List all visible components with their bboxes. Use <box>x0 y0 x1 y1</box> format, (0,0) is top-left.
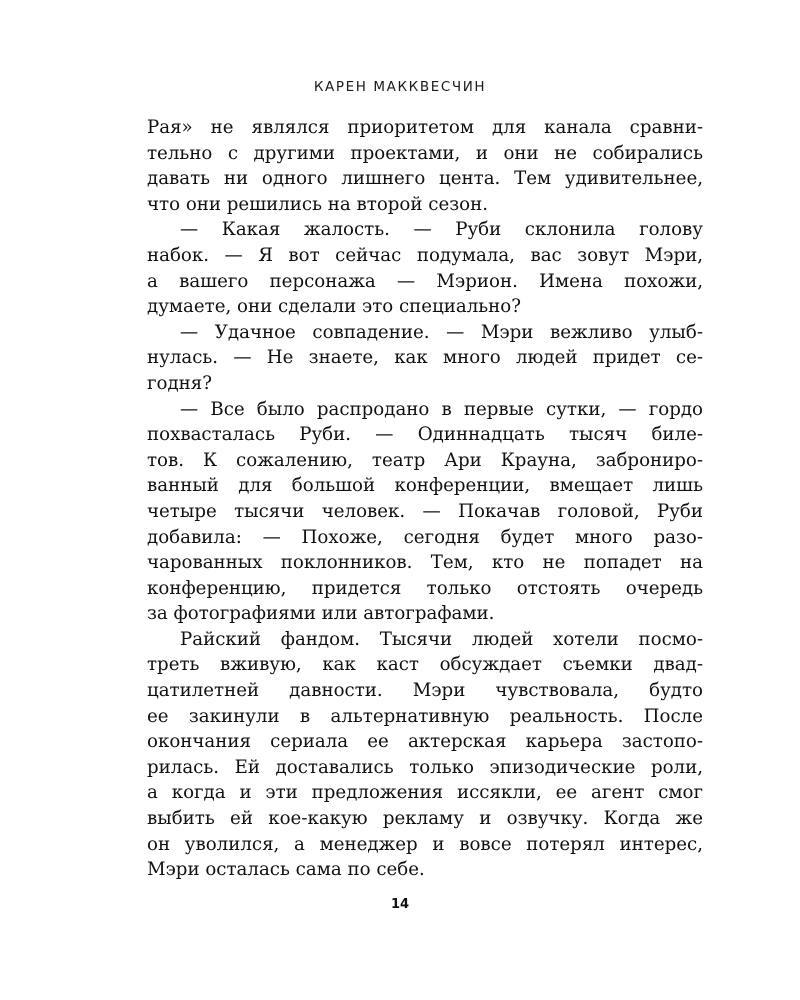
text-line: набок. — Я вот сейчас подумала, вас зовут Мэри, <box>147 244 703 266</box>
text-line: треть вживую, как каст обсуждает съемки двад- <box>147 654 703 676</box>
text-line: добавила: — Похоже, сегодня будет много разо- <box>147 526 703 548</box>
text-line: давать ни одного лишнего цента. Тем удивительнее, <box>147 168 703 190</box>
text-line: ее закинули в альтернативную реальность. После <box>147 705 703 727</box>
text-line: Рая» не являлся приоритетом для канала сравни- <box>147 117 703 138</box>
text-line: четыре тысячи человек. — Покачав головой, Руби <box>147 500 703 522</box>
text-line: рилась. Ей доставались только эпизодические роли, <box>147 756 703 778</box>
text-line: что они решились на второй сезон. <box>147 193 488 215</box>
running-header: КАРЕН МАККВЕСЧИН <box>313 79 487 95</box>
text-line: за фотографиями или автографами. <box>147 603 495 625</box>
text-line: он уволился, а менеджер и вовсе потерял интерес, <box>147 833 703 855</box>
text-line: конференцию, придется только отстоять очередь <box>147 577 703 599</box>
text-line: похвасталась Руби. — Одиннадцать тысяч биле- <box>147 424 703 446</box>
text-line: а вашего персонажа — Мэрион. Имена похожи, <box>147 270 703 292</box>
text-line: Райский фандом. Тысячи людей хотели посмо- <box>180 628 703 650</box>
text-line: выбить ей кое-какую рекламу и озвучку. Когда же <box>147 808 703 830</box>
text-line: тельно с другими проектами, и они не собирались <box>147 142 703 164</box>
text-line: — Какая жалость. — Руби склонила голову <box>180 219 703 241</box>
text-line: ванный для большой конференции, вмещает лишь <box>147 475 703 497</box>
text-line: а когда и эти предложения иссякли, ее агент смог <box>147 782 703 804</box>
body-text <box>147 115 703 883</box>
text-line: нулась. — Не знаете, как много людей придет се- <box>147 347 703 369</box>
text-line: Мэри осталась сама по себе. <box>147 859 425 881</box>
text-line: — Удачное совпадение. — Мэри вежливо улыб- <box>180 321 703 343</box>
text-line: тов. К сожалению, театр Ари Крауна, заброниро- <box>147 449 703 471</box>
text-line: годня? <box>147 372 213 394</box>
text-line: думаете, они сделали это специально? <box>147 296 522 318</box>
text-line: цатилетней давности. Мэри чувствовала, будто <box>147 680 703 702</box>
text-line: чарованных поклонников. Тем, кто не попадет на <box>147 552 703 574</box>
page-number: 14 <box>390 897 410 912</box>
text-line: окончания сериала ее актерская карьера застопо- <box>147 731 703 753</box>
text-line: — Все было распродано в первые сутки, — гордо <box>180 398 703 420</box>
